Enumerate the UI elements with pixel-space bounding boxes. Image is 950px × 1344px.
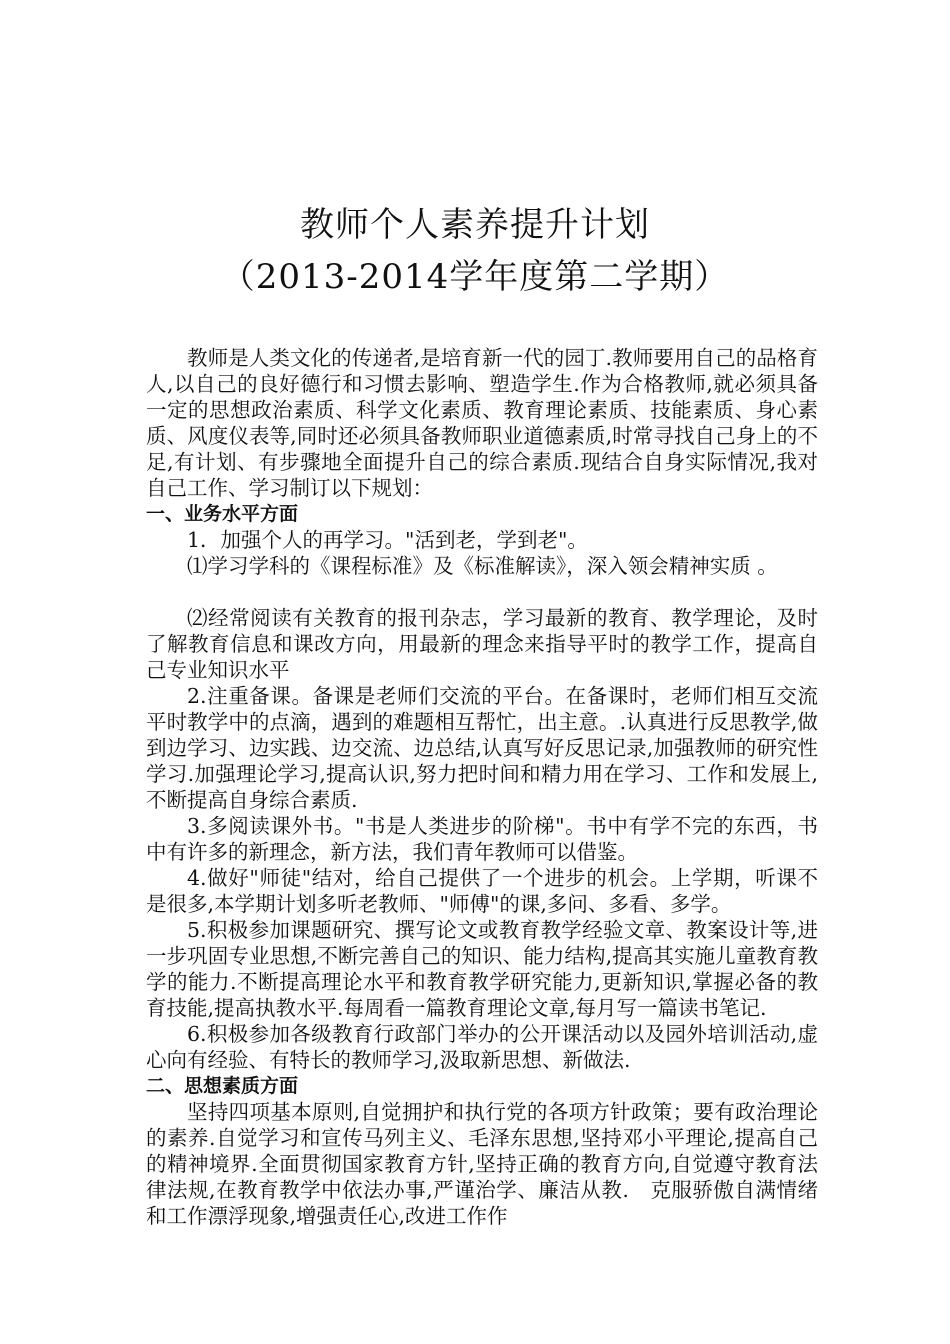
item-3: 3.多阅读课外书。"书是人类进步的阶梯"。书中有学不完的东西，书中有许多的新理念，新方法，我们青年教师可以借鉴。 [146,814,818,864]
item-1-sub-1: ⑴学习学科的《课程标准》及《标准解读》，深入领会精神实质 。 [187,554,778,578]
item-1: 1．加强个人的再学习。"活到老，学到老"。 [187,528,588,552]
item-6: 6.积极参加各级教育行政部门举办的公开课活动以及园外培训活动,虚心向有经验、有特长的教师学习,汲取新思想、新做法. [146,1022,818,1072]
item-1-sub-2: ⑵经常阅读有关教育的报刊杂志，学习最新的教育、教学理论，及时了解教育信息和课改方向，用最新的理念来指导平时的教学工作，提高自己专业知识水平 [146,606,818,682]
item-4: 4.做好"师徒"结对，给自己提供了一个进步的机会。上学期，听课不是很多,本学期计划多听老教师、"师傅"的课,多问、多看、多学。 [146,866,818,916]
document-subtitle: （2013-2014学年度第二学期） [220,257,730,297]
item-5: 5.积极参加课题研究、撰写论文或教育教学经验文章、教案设计等,进一步巩固专业思想,不断完善自己的知识、能力结构,提高其实施儿童教育教学的能力.不断提高理论水平和教育教学研究能力,更新知识,掌握必备的教育技能,提高执教水平.每周看一篇教育理论文章,每月写一篇读书笔记. [146,918,818,1020]
document-title: 教师个人素养提升计划 [300,205,650,245]
blank-line [146,579,818,605]
item-2: 2.注重备课。备课是老师们交流的平台。在备课时，老师们相互交流平时教学中的点滴，遇到的难题相互帮忙，出主意。.认真进行反思教学,做到边学习、边实践、边交流、边总结,认真写好反思记录,加强教师的研究性学习.加强理论学习,提高认识,努力把时间和精力用在学习、工作和发展上,不断提高自身综合素质. [146,684,818,812]
ideology-paragraph: 坚持四项基本原则,自觉拥护和执行党的各项方针政策；要有政治理论的素养.自觉学习和宣传马列主义、毛泽东思想,坚持邓小平理论,提高自己的精神境界.全面贯彻国家教育方针,坚持正确的教育方向,自觉遵守教育法律法规,在教育教学中依法办事,严谨治学、廉洁从教. 克服骄傲自满情绪和工作漂浮现象,增强责任心,改进工作作 [146,1100,818,1228]
section-heading-ideology: 二、思想素质方面 [146,1075,299,1097]
document-body [146,345,818,1229]
section-heading-business: 一、业务水平方面 [146,503,299,525]
intro-paragraph: 教师是人类文化的传递者,是培育新一代的园丁.教师要用自己的品格育人,以自己的良好德行和习惯去影响、塑造学生.作为合格教师,就必须具备一定的思想政治素质、科学文化素质、教育理论素质、技能素质、身心素质、风度仪表等,同时还必须具备教师职业道德素质,时常寻找自己身上的不足,有计划、有步骤地全面提升自己的综合素质.现结合自身实际情况,我对自己工作、学习制订以下规划： [146,346,818,500]
